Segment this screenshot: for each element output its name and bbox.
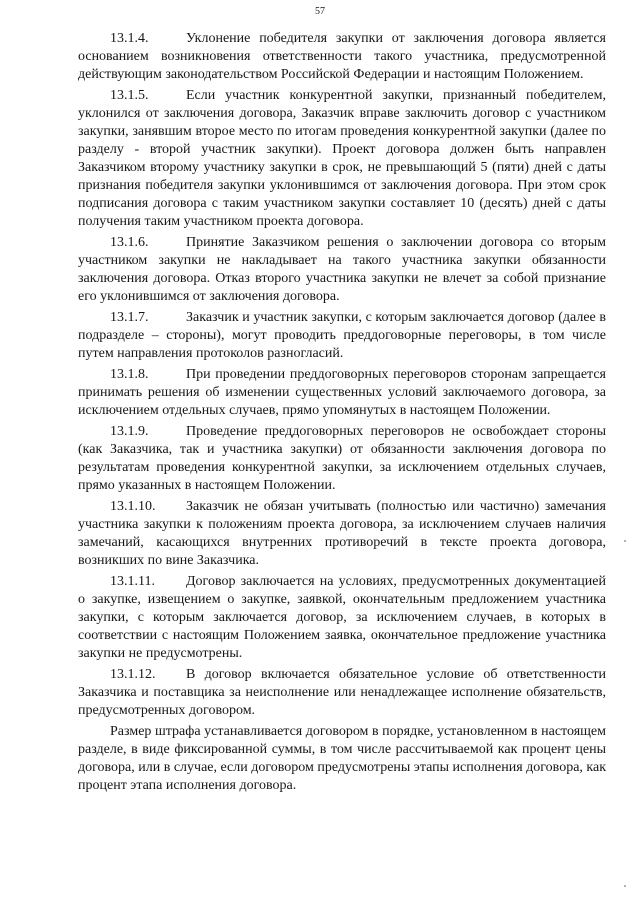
clause-13-1-8: [78, 366, 606, 420]
clause-13-1-9: [78, 423, 606, 495]
clause-text: Проведение преддоговорных переговоров не освобождает стороны (как Заказчика, так и участника закупки) от обязанности заключения договора по результатам проведения конкурентной закупки, за исключением отдельных случаев, прямо указанных в настоящем Положении.: [78, 424, 606, 493]
clause-text: При проведении преддоговорных переговоров сторонам запрещается принимать решения об изменении существенных условий заключаемого договора, за исключением отдельных случаев, прямо упомянутых в настоящем Положении.: [78, 367, 606, 418]
clause-number: 13.1.7.: [110, 310, 149, 325]
clause-number: 13.1.8.: [110, 367, 149, 382]
clause-text: В договор включается обязательное условие об ответственности Заказчика и поставщика за неисполнение или ненадлежащее исполнение обязательств, предусмотренных договором.: [78, 667, 606, 718]
scan-speck: [624, 540, 626, 542]
clause-13-1-4: [78, 30, 606, 84]
clause-text: Заказчик и участник закупки, с которым заключается договор (далее в подразделе – стороны), могут проводить преддоговорные переговоры, в том числе путем направления протоколов разногласий.: [78, 310, 606, 361]
clause-number: 13.1.12.: [110, 667, 156, 682]
clause-13-1-10: [78, 498, 606, 570]
clause-text: Если участник конкурентной закупки, признанный победителем, уклонился от заключения договора, Заказчик вправе заключить договор с участником закупки, занявшим второе место по итогам проведения конкурентной закупки (далее по разделу - второй участник закупки). Проект договора должен быть направлен Заказчиком второму участнику закупки в срок, не превышающий 5 (пяти) дней с даты признания победителя закупки уклонившимся от заключения договора. При этом срок подписания договора с таким участником закупки составляет 10 (десять) дней с даты получения таким участником проекта договора.: [78, 88, 606, 229]
clause-text: Договор заключается на условиях, предусмотренных документацией о закупке, извещением о закупке, заявкой, окончательным предложением участника закупки, с которым заключается договор, за исключением случаев, в которых в соответствии с настоящим Положением заявка, окончательное предложение участника закупки не предусмотрены.: [78, 574, 606, 661]
document-body: [78, 30, 606, 798]
clause-text: Заказчик не обязан учитывать (полностью или частично) замечания участника закупки к положениям проекта договора, за исключением случаев наличия замечаний, касающихся внутренних противоречий в тексте проекта договора, возникших по вине Заказчика.: [78, 499, 606, 568]
clause-number: 13.1.9.: [110, 424, 149, 439]
clause-text: Принятие Заказчиком решения о заключении договора со вторым участником закупки не накладывает на такого участника закупки обязанности заключения договора. Отказ второго участника закупки не влечет за собой признание его уклонившимся от заключения договора.: [78, 235, 606, 304]
clause-13-1-7: [78, 309, 606, 363]
closing-paragraph: Размер штрафа устанавливается договором в порядке, установленном в настоящем разделе, в виде фиксированной суммы, в том числе рассчитываемой как процент цены договора, или в случае, если договором предусмотрены этапы исполнения договора, как процент этапа исполнения договора.: [78, 724, 607, 793]
clause-13-1-5: [78, 87, 606, 231]
clause-number: 13.1.5.: [110, 88, 149, 103]
clause-number: 13.1.4.: [110, 31, 149, 46]
clause-13-1-6: [78, 234, 606, 306]
clause-number: 13.1.11.: [110, 574, 155, 589]
page-number: 57: [315, 6, 325, 17]
clause-13-1-11: [78, 573, 606, 663]
clause-number: 13.1.6.: [110, 235, 149, 250]
clause-13-1-12: [78, 666, 606, 720]
scan-speck: [624, 885, 626, 887]
clause-text: Уклонение победителя закупки от заключения договора является основанием возникновения ответственности такого участника, предусмотренной действующим законодательством Российской Федерации и настоящим Положением.: [78, 31, 606, 82]
clause-number: 13.1.10.: [110, 499, 156, 514]
